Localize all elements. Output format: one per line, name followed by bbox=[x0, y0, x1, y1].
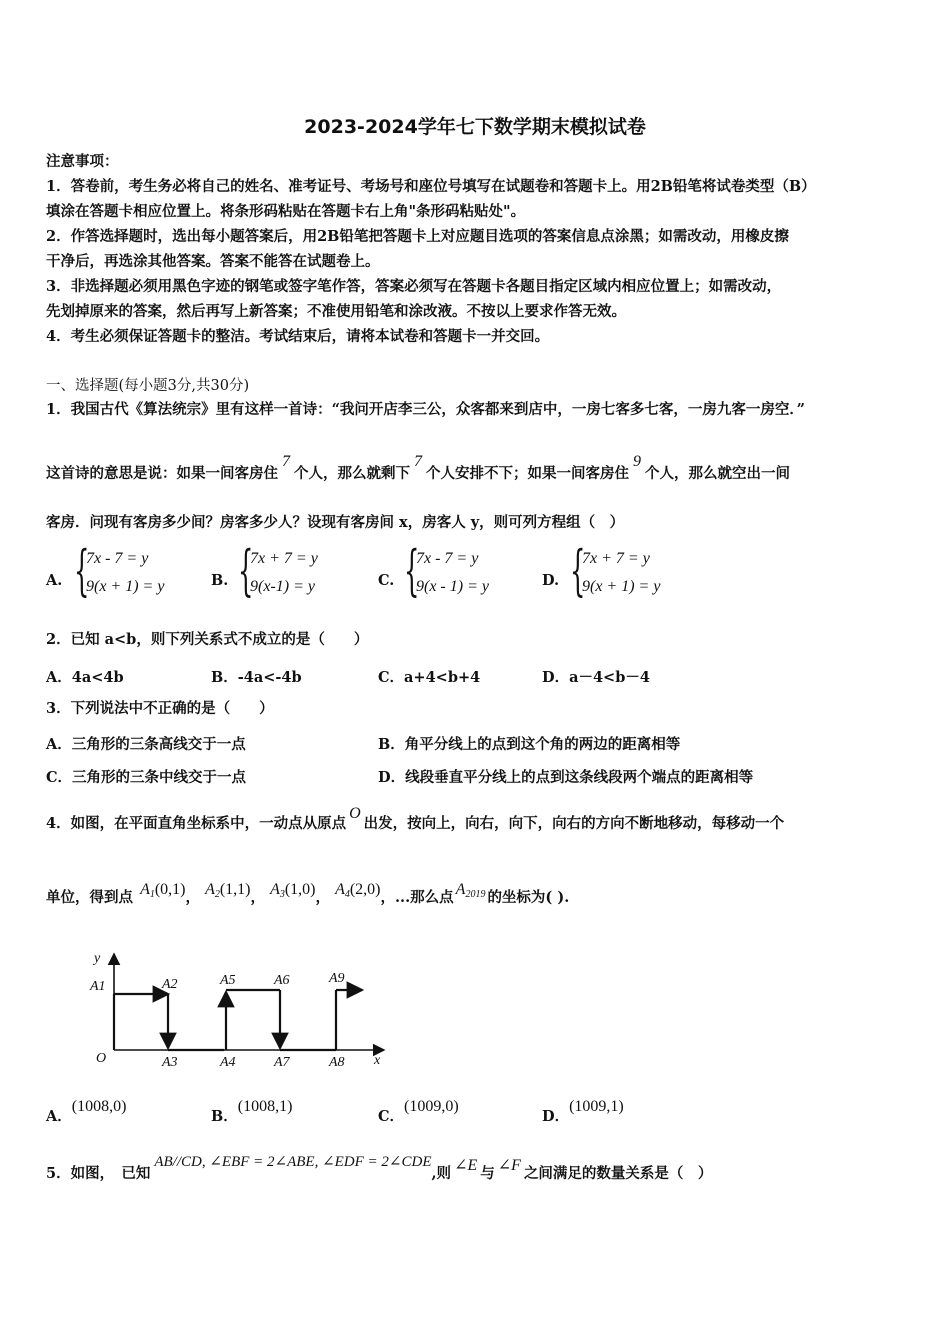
q4-option-b[interactable]: B．(1008,1) bbox=[211, 1098, 293, 1125]
q2-option-a[interactable]: A．4a<4b bbox=[46, 669, 124, 686]
q2-option-b[interactable]: B．-4a<-4b bbox=[211, 669, 302, 686]
point-label: A4 bbox=[220, 1055, 236, 1070]
q5-stem: 5．如图， 已知AB//CD, ∠EBF = 2∠ABE, ∠EDF = 2∠CDE,则 ∠E 与 ∠F 之间满足的数量关系是（ ） bbox=[46, 1154, 713, 1182]
page-title: 2023-2024学年七下数学期末模拟试卷 bbox=[304, 116, 646, 138]
q3-option-b[interactable]: B．角平分线上的点到这个角的两边的距离相等 bbox=[378, 736, 681, 753]
notice-heading: 注意事项： bbox=[46, 153, 119, 170]
notice-line: 先划掉原来的答案，然后再写上新答案；不准使用铅笔和涂改液。不按以上要求作答无效。 bbox=[46, 303, 626, 320]
notice-line: 干净后，再选涂其他答案。答案不能答在试题卷上。 bbox=[46, 253, 380, 270]
q4-option-a[interactable]: A．(1008,0) bbox=[46, 1098, 127, 1125]
point-label: A1 bbox=[90, 979, 106, 994]
q3-stem: 3．下列说法中不正确的是（ ） bbox=[46, 700, 274, 717]
axis-x-label: x bbox=[374, 1053, 381, 1068]
q2-stem: 2．已知 a<b，则下列关系式不成立的是（ ） bbox=[46, 631, 369, 648]
q4-coordinate-figure bbox=[84, 948, 394, 1074]
q1-line1: 1．我国古代《算法统宗》里有这样一首诗：“我问开店李三公，众客都来到店中，一房七客多七客，一房九客一房空．” bbox=[46, 401, 806, 418]
q4-option-d[interactable]: D．(1009,1) bbox=[542, 1098, 624, 1125]
q3-option-a[interactable]: A．三角形的三条高线交于一点 bbox=[46, 736, 246, 753]
q3-option-d[interactable]: D．线段垂直平分线上的点到这条线段两个端点的距离相等 bbox=[378, 769, 754, 786]
q2-option-d[interactable]: D．a－4<b－4 bbox=[542, 669, 650, 686]
point-label: A6 bbox=[274, 973, 290, 988]
q2-option-c[interactable]: C．a+4<b+4 bbox=[378, 669, 481, 686]
q4-line1: 4．如图，在平面直角坐标系中，一动点从原点O出发，按向上，向右，向下，向右的方向不断地移动，每移动一个 bbox=[46, 805, 785, 832]
q4-option-c[interactable]: C．(1009,0) bbox=[378, 1098, 459, 1125]
notice-line: 填涂在答题卡相应位置上。将条形码粘贴在答题卡右上角"条形码粘贴处"。 bbox=[46, 203, 526, 220]
q4-line2: 单位，得到点 $A_1(0,1)$， $A_2(1,1)$， $A_3(1,0)$， $A_4(2,0)$，...那么点 $A_{2019}$ 的坐标为( ). bbox=[46, 881, 570, 906]
notice-line: 1．答卷前，考生务必将自己的姓名、准考证号、考场号和座位号填写在试题卷和答题卡上。用2B铅笔将试卷类型（B） bbox=[46, 178, 816, 195]
origin-label: O bbox=[96, 1051, 107, 1066]
exam-page: 2023-2024学年七下数学期末模拟试卷 注意事项： 1．答卷前，考生务必将自己的姓名、准考证号、考场号和座位号填写在试题卷和答题卡上。用2B铅笔将试卷类型（B） 填涂在答题卡相应位置上。将条形码粘贴在答题卡右上角"条形码粘贴处"。 2．作答选择题时，选出每小题答案后，用2B铅笔把答题卡上对应题目选项的答案信息点涂黑；如需改动，用橡皮擦 干净后，再选涂其他答案。答案不能答在试题卷上。 3．非选择题必须用黑色字迹的钢笔或签字笔作答，答案必须写在答题卡各题目指定区域内相应位置上；如需改动， 先划掉原来的答案，然后再写上新答案；不准使用铅笔和涂改液。不按以上要求作答无效。 4．考生必须保证答题卡的整洁。考试结束后，请将本试卷和答题卡一并交回。 一、选择题(每小题3分,共30分) 1．我国古代《算法统宗》里有这样一首诗：“我问开店李三公，众客都来到店中，一房七客多七客，一房九客一房空．” 这首诗的意思是说：如果一间客房住7个人，那么就剩下7个人安排不下；如果一间客房住9个人，那么就空出一间 客房．问现有客房多少间？房客多少人？设现有客房间 x，房客人 y，则可列方程组（ ） A. { 7x - 7 = y 9(x + 1) = y B. { 7x + 7 = y 9(x-1) = y C. { 7x - 7 = y 9(x - 1) = y D. { 7x + 7 = y 9(x + 1) = y 2．已知 a<b，则下列关系式不成立的是（ ） A．4a<4b B．-4a<-4b C．a+4<b+4 D．a－4<b－4 3．下列说法中不正确的是（ ） A．三角形的三条高线交于一点 B．角平分线上的点到这个角的两边的距离相等 C．三角形的三条中线交于一点 D．线段垂直平分线上的点到这条线段两个端点的距离相等 4．如图，在平面直角坐标系中，一动点从原点O出发，按向上，向右，向下，向右的方向不断地移动，每移动一个 单位，得到点 $A_1(0,1)$， $A_2(1,1)$， $A_3(1,0)$， $A_4(2,0)$，...那么点 $A_{2019}$ 的坐标为( ). y x O A1 A2 A5 A6 A9 A3 A4 A7 A8 A．(1008,0) B．(1008,1) C．(1009,0) D．(1009,1) 5．如图， 已知AB//CD, ∠EBF = 2∠ABE, ∠EDF = 2∠CDE,则 ∠E 与 ∠F 之间满足的数量关系是（ ） bbox=[0, 0, 950, 1344]
q1-line2: 这首诗的意思是说：如果一间客房住7个人，那么就剩下7个人安排不下；如果一间客房住9个人，那么就空出一间 bbox=[46, 453, 790, 482]
point-label: A5 bbox=[220, 973, 236, 988]
axis-y-label: y bbox=[94, 951, 101, 966]
section-heading: 一、选择题(每小题3分,共30分) bbox=[46, 378, 250, 394]
notice-line: 2．作答选择题时，选出每小题答案后，用2B铅笔把答题卡上对应题目选项的答案信息点涂黑；如需改动，用橡皮擦 bbox=[46, 228, 789, 245]
q3-option-c[interactable]: C．三角形的三条中线交于一点 bbox=[46, 769, 247, 786]
notice-line: 4．考生必须保证答题卡的整洁。考试结束后，请将本试卷和答题卡一并交回。 bbox=[46, 328, 550, 345]
point-label: A3 bbox=[162, 1055, 178, 1070]
point-label: A9 bbox=[329, 971, 345, 986]
point-label: A7 bbox=[274, 1055, 290, 1070]
q1-line3: 客房．问现有客房多少间？房客多少人？设现有客房间 x，房客人 y，则可列方程组（ ） bbox=[46, 514, 625, 531]
notice-line: 3．非选择题必须用黑色字迹的钢笔或签字笔作答，答案必须写在答题卡各题目指定区域内相应位置上；如需改动， bbox=[46, 278, 782, 295]
point-label: A2 bbox=[162, 977, 178, 992]
point-label: A8 bbox=[329, 1055, 345, 1070]
